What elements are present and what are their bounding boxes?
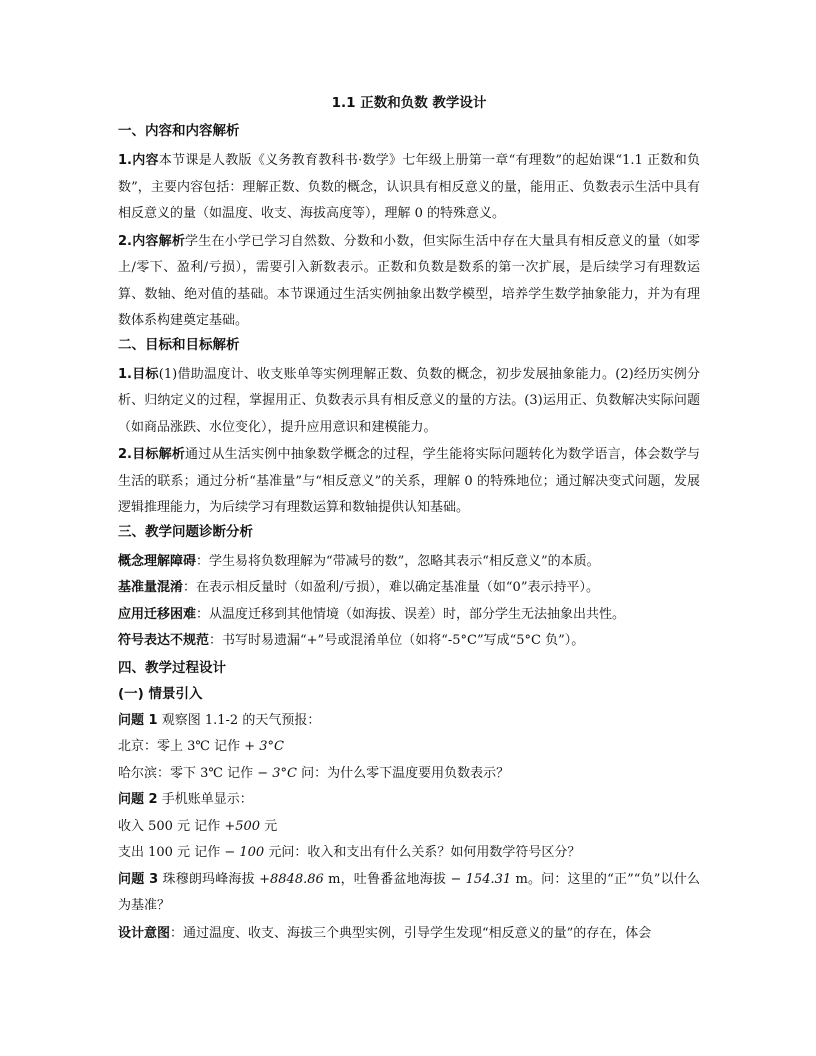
- income-tail: 元: [260, 818, 278, 834]
- everest-math: +8848.86: [259, 871, 324, 887]
- question-3-label: 问题 3: [118, 871, 159, 887]
- beijing-math: + 3°C: [244, 739, 284, 754]
- question-3-text-c: m。问：这里的“正”“负”以什么为基准？: [118, 871, 701, 913]
- label-goals: 1.目标: [118, 366, 159, 382]
- expense-line: [118, 840, 700, 867]
- text-goal-analysis: 通过从生活实例中抽象数学概念的过程，学生能将实际问题转化为数学语言，体会数学与生活的联系；通过分析“基准量”与“相反意义”的关系，理解 0 的特殊地位；通过解决变式问题，发展逻辑推理能力，为后续学习有理数运算和数轴提供认知基础。: [118, 447, 700, 515]
- income-math: +500: [224, 818, 261, 834]
- paragraph-content-analysis: [118, 229, 700, 335]
- harbin-math: − 3°C: [257, 765, 297, 781]
- paragraph-content: [118, 148, 700, 228]
- section-heading-4: 四、教学过程设计: [118, 659, 226, 676]
- design-intent-text: ：通过温度、收支、海拔三个典型实例，引导学生发现“相反意义的量”的存在，体会: [170, 925, 652, 941]
- diagnosis-text: ：书写时易遗漏“+”号或混淆单位（如将“-5°C”写成“5°C 负”）。: [209, 633, 585, 648]
- income-line: [118, 814, 700, 841]
- label-goal-analysis: 2.目标解析: [118, 447, 186, 462]
- design-intent-label: 设计意图: [118, 925, 171, 941]
- diagnosis-item: [118, 549, 700, 576]
- diagnosis-item: [118, 602, 700, 629]
- design-intent: [118, 921, 700, 948]
- harbin-text: 哈尔滨：零下 3℃ 记作: [118, 765, 258, 781]
- diagnosis-text: ：学生易将负数理解为“带减号的数”，忽略其表示“相反意义”的本质。: [196, 553, 600, 569]
- diagnosis-label: 概念理解障碍: [118, 553, 197, 569]
- section-heading-3: 三、教学问题诊断分析: [118, 523, 253, 540]
- diagnosis-item: [118, 575, 700, 602]
- question-2: [118, 787, 700, 814]
- question-1-text: 观察图 1.1-2 的天气预报：: [157, 712, 321, 728]
- expense-tail: 元问：收入和支出有什么关系？如何用数学符号区分？: [264, 845, 581, 860]
- harbin-tail: 问：为什么零下温度要用负数表示？: [296, 765, 510, 781]
- label-content: 1.内容: [118, 153, 159, 168]
- section-heading-2: 二、目标和目标解析: [118, 336, 240, 353]
- paragraph-goal-analysis: [118, 442, 700, 522]
- text-goals: (1)借助温度计、收支账单等实例理解正数、负数的概念，初步发展抽象能力。(2)经历实例分析、归纳定义的过程，掌握用正、负数表示具有相反意义的量的方法。(3)运用正、负数解决实际问题（如商品涨跌、水位变化），提升应用意识和建模能力。: [118, 366, 701, 435]
- section-heading-1: 一、内容和内容解析: [118, 123, 240, 139]
- question-3: [118, 867, 700, 920]
- question-3-text-b: m，吐鲁番盆地海拔: [323, 871, 451, 887]
- question-1: [118, 708, 700, 735]
- question-1-label: 问题 1: [118, 712, 158, 728]
- diagnosis-text: ：在表示相反量时（如盈利/亏损），难以确定基准量（如“0”表示持平）。: [183, 580, 599, 595]
- expense-text: 支出 100 元 记作: [118, 845, 225, 860]
- question-2-label: 问题 2: [118, 792, 158, 807]
- expense-math: − 100: [224, 845, 265, 860]
- diagnosis-text: ：从温度迁移到其他情境（如海拔、误差）时，部分学生无法抽象出共性。: [196, 606, 626, 622]
- diagnosis-label: 应用迁移困难: [118, 606, 197, 622]
- subsection-heading: (一) 情景引入: [118, 685, 203, 702]
- income-text: 收入 500 元 记作: [118, 818, 225, 834]
- document-page: [118, 94, 700, 948]
- turpan-math: − 154.31: [450, 871, 512, 887]
- document-title: 1.1 正数和负数 教学设计: [331, 95, 487, 111]
- label-content-analysis: 2.内容解析: [118, 233, 186, 249]
- diagnosis-label: 基准量混淆: [118, 580, 184, 595]
- diagnosis-item: [118, 628, 700, 655]
- text-content: 本节课是人教版《义务教育教科书·数学》七年级上册第一章“有理数”的起始课“1.1 正数和负数”，主要内容包括：理解正数、负数的概念，认识具有相反意义的量，能用正、负数表示生活中具有相反意义的量（如温度、收支、海拔高度等），理解 0 的特殊意义。: [118, 153, 701, 221]
- question-3-text-a: 珠穆朗玛峰海拔: [158, 871, 260, 887]
- text-content-analysis: 学生在小学已学习自然数、分数和小数，但实际生活中存在大量具有相反意义的量（如零上/零下、盈利/亏损），需要引入新数表示。正数和负数是数系的第一次扩展，是后续学习有理数运算、数轴、绝对值的基础。本节课通过生活实例抽象出数学模型，培养学生数学抽象能力，并为有理数体系构建奠定基础。: [118, 233, 700, 328]
- beijing-text: 北京：零上 3℃ 记作: [118, 739, 245, 754]
- diagnosis-label: 符号表达不规范: [118, 633, 210, 648]
- harbin-line: [118, 761, 700, 788]
- paragraph-goals: [118, 362, 700, 442]
- beijing-line: [118, 734, 700, 761]
- question-2-text: 手机账单显示：: [157, 792, 253, 807]
